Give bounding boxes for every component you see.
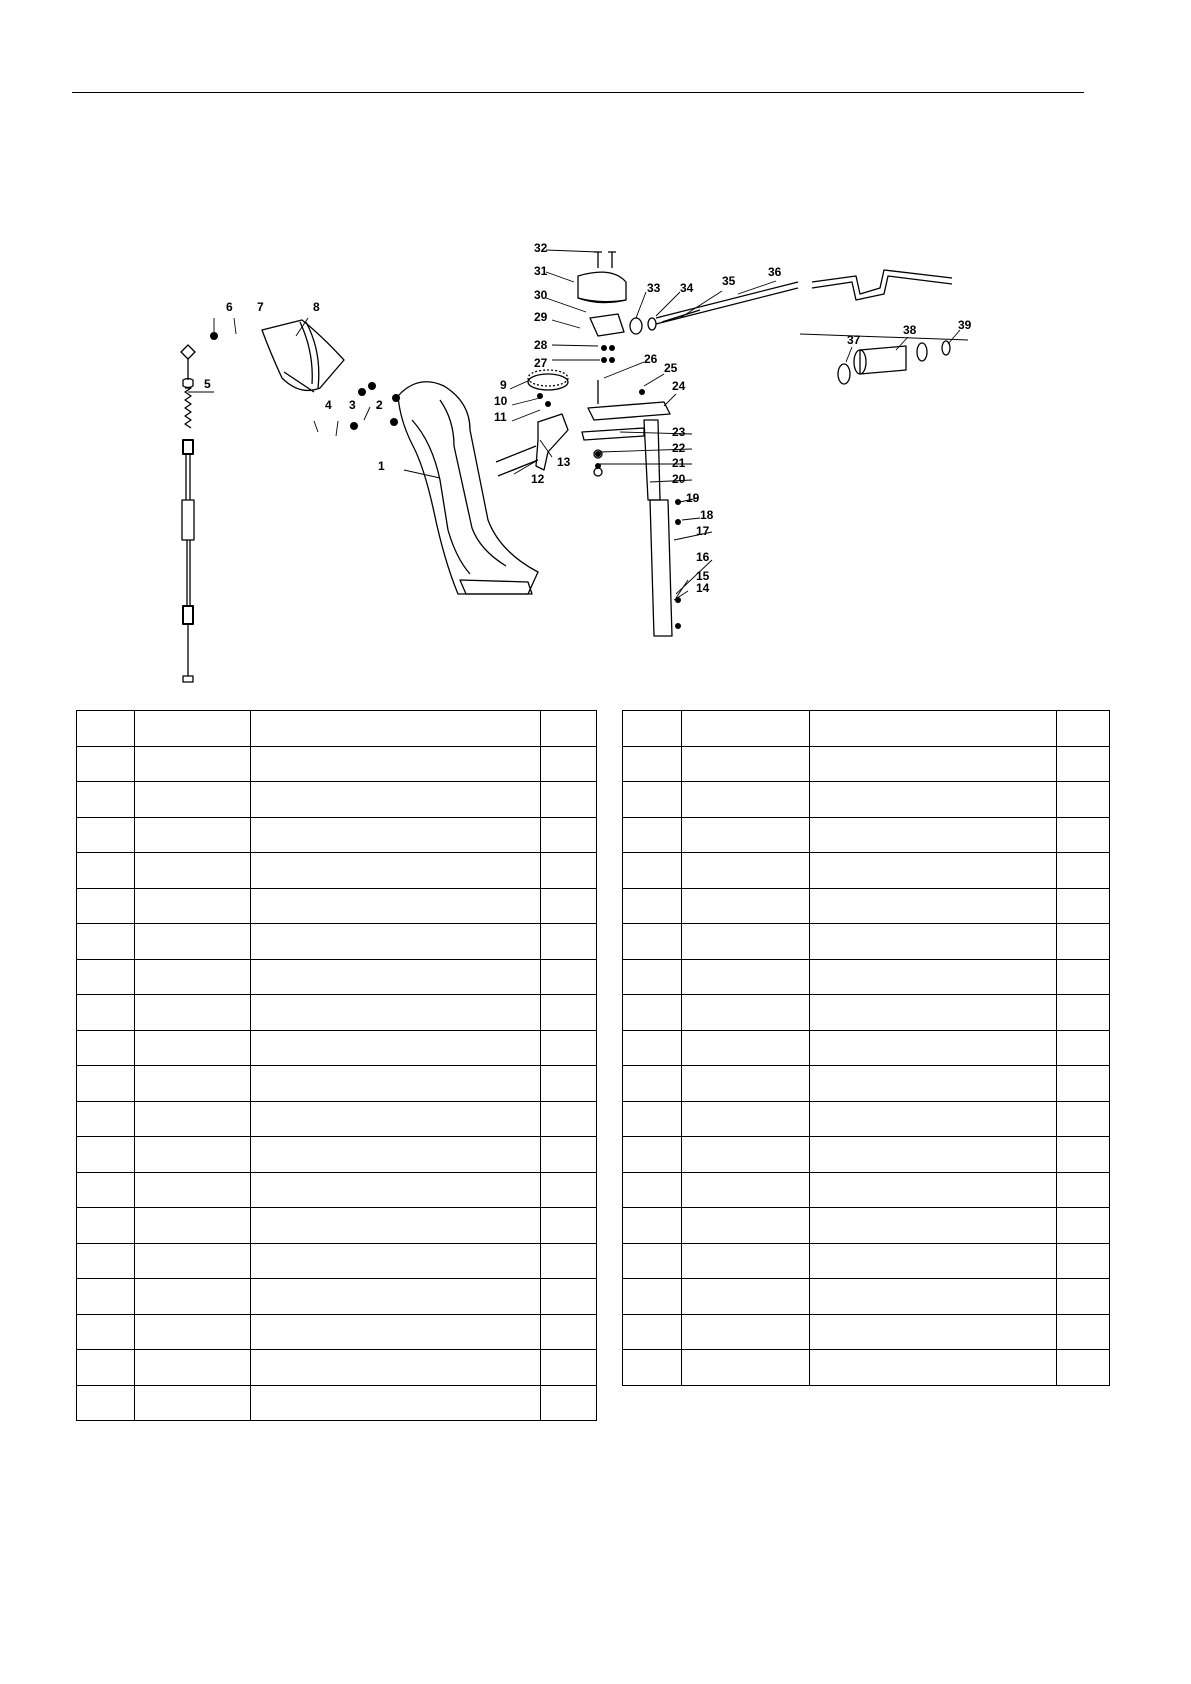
table-cell	[1057, 1137, 1110, 1173]
table-row	[77, 746, 597, 782]
table-cell	[809, 1137, 1056, 1173]
table-cell	[1057, 995, 1110, 1031]
table-cell	[134, 817, 250, 853]
table-cell	[250, 1030, 540, 1066]
table-row	[623, 711, 1110, 747]
lever-drawing	[582, 380, 672, 636]
table-row	[623, 1279, 1110, 1315]
table-cell	[541, 888, 597, 924]
callout-12: 12	[531, 472, 545, 486]
callout-23: 23	[672, 425, 686, 439]
table-cell	[250, 817, 540, 853]
callout-18: 18	[700, 508, 714, 522]
callout-27: 27	[534, 356, 548, 370]
table-cell	[1057, 746, 1110, 782]
table-cell	[681, 1314, 809, 1350]
callout-29: 29	[534, 310, 548, 324]
table-cell	[77, 782, 135, 818]
table-row	[77, 1279, 597, 1315]
table-cell	[809, 888, 1056, 924]
table-cell	[134, 782, 250, 818]
crank-rod-drawing	[656, 270, 952, 324]
table-cell	[541, 1279, 597, 1315]
parts-table-right-body	[623, 711, 1110, 1386]
table-cell	[1057, 1066, 1110, 1102]
table-cell	[77, 1172, 135, 1208]
table-cell	[250, 995, 540, 1031]
table-cell	[250, 853, 540, 889]
table-cell	[681, 888, 809, 924]
callout-13: 13	[557, 455, 571, 469]
table-cell	[681, 1137, 809, 1173]
callout-15: 15	[696, 569, 710, 583]
table-cell	[681, 1243, 809, 1279]
table-cell	[623, 782, 682, 818]
table-cell	[1057, 1279, 1110, 1315]
callout-16: 16	[696, 550, 710, 564]
table-cell	[681, 1350, 809, 1386]
table-row	[623, 924, 1110, 960]
table-cell	[1057, 1030, 1110, 1066]
table-cell	[134, 995, 250, 1031]
table-cell	[250, 782, 540, 818]
table-cell	[1057, 711, 1110, 747]
table-cell	[623, 1137, 682, 1173]
callout-24: 24	[672, 379, 686, 393]
callout-1: 1	[378, 459, 385, 473]
table-cell	[541, 959, 597, 995]
callout-17: 17	[696, 524, 710, 538]
table-cell	[809, 782, 1056, 818]
table-cell	[1057, 1208, 1110, 1244]
table-cell	[809, 995, 1056, 1031]
table-cell	[681, 817, 809, 853]
callout-2: 2	[376, 398, 383, 412]
table-cell	[250, 1385, 540, 1421]
table-cell	[134, 1279, 250, 1315]
table-cell	[250, 959, 540, 995]
table-cell	[1057, 1314, 1110, 1350]
table-cell	[681, 1172, 809, 1208]
table-cell	[623, 817, 682, 853]
callout-10: 10	[494, 394, 508, 408]
table-row	[77, 711, 597, 747]
table-cell	[623, 888, 682, 924]
table-cell	[541, 1243, 597, 1279]
table-row	[623, 888, 1110, 924]
callout-6: 6	[226, 300, 233, 314]
table-row	[623, 853, 1110, 889]
table-cell	[1057, 782, 1110, 818]
callout-33: 33	[647, 281, 661, 295]
table-row	[77, 959, 597, 995]
table-cell	[623, 959, 682, 995]
callout-5: 5	[204, 377, 211, 391]
table-cell	[134, 1137, 250, 1173]
table-cell	[541, 1172, 597, 1208]
table-cell	[77, 746, 135, 782]
table-cell	[250, 711, 540, 747]
table-cell	[809, 1314, 1056, 1350]
table-cell	[134, 959, 250, 995]
table-cell	[77, 1314, 135, 1350]
cap-housing-drawing	[578, 252, 626, 336]
table-cell	[623, 995, 682, 1031]
callout-38: 38	[903, 323, 917, 337]
table-row	[623, 1314, 1110, 1350]
table-cell	[541, 924, 597, 960]
callout-32: 32	[534, 241, 548, 255]
table-cell	[541, 746, 597, 782]
table-cell	[134, 888, 250, 924]
table-row	[77, 1208, 597, 1244]
table-cell	[681, 1208, 809, 1244]
table-row	[623, 817, 1110, 853]
callout-31: 31	[534, 264, 548, 278]
table-cell	[1057, 959, 1110, 995]
table-cell	[134, 1385, 250, 1421]
table-cell	[250, 1314, 540, 1350]
table-cell	[809, 1279, 1056, 1315]
table-row	[77, 888, 597, 924]
callout-21: 21	[672, 456, 686, 470]
table-row	[623, 1030, 1110, 1066]
table-cell	[250, 1243, 540, 1279]
table-row	[77, 995, 597, 1031]
table-cell	[623, 746, 682, 782]
table-row	[623, 746, 1110, 782]
table-cell	[134, 853, 250, 889]
callout-34: 34	[680, 281, 694, 295]
table-cell	[541, 711, 597, 747]
table-row	[77, 817, 597, 853]
table-cell	[809, 711, 1056, 747]
table-cell	[681, 995, 809, 1031]
table-cell	[541, 1350, 597, 1386]
table-cell	[250, 1172, 540, 1208]
table-cell	[1057, 1101, 1110, 1137]
table-row	[623, 1066, 1110, 1102]
table-cell	[250, 888, 540, 924]
callout-leaders	[188, 250, 960, 600]
table-row	[623, 959, 1110, 995]
table-cell	[623, 853, 682, 889]
table-cell	[623, 1172, 682, 1208]
table-cell	[1057, 1350, 1110, 1386]
table-cell	[77, 888, 135, 924]
callout-39: 39	[958, 318, 972, 332]
table-cell	[809, 817, 1056, 853]
table-cell	[250, 1066, 540, 1102]
table-cell	[541, 817, 597, 853]
table-cell	[134, 1172, 250, 1208]
table-cell	[541, 853, 597, 889]
table-row	[77, 1172, 597, 1208]
callout-28: 28	[534, 338, 548, 352]
table-cell	[77, 959, 135, 995]
table-cell	[250, 1101, 540, 1137]
table-row	[77, 853, 597, 889]
table-row	[77, 924, 597, 960]
table-row	[623, 995, 1110, 1031]
table-cell	[623, 1314, 682, 1350]
table-cell	[77, 1279, 135, 1315]
table-cell	[541, 995, 597, 1031]
exploded-parts-diagram	[0, 0, 1191, 700]
callout-35: 35	[722, 274, 736, 288]
table-cell	[809, 746, 1056, 782]
table-cell	[134, 746, 250, 782]
table-cell	[77, 1208, 135, 1244]
table-cell	[541, 1030, 597, 1066]
callout-11: 11	[494, 410, 507, 424]
callout-30: 30	[534, 288, 548, 302]
table-cell	[809, 1172, 1056, 1208]
table-cell	[134, 1030, 250, 1066]
table-cell	[1057, 1243, 1110, 1279]
table-cell	[1057, 853, 1110, 889]
table-cell	[250, 1137, 540, 1173]
table-cell	[250, 1350, 540, 1386]
callout-19: 19	[686, 491, 700, 505]
table-cell	[681, 746, 809, 782]
callout-22: 22	[672, 441, 686, 455]
table-cell	[1057, 888, 1110, 924]
table-row	[623, 1137, 1110, 1173]
table-cell	[541, 1385, 597, 1421]
table-cell	[623, 1030, 682, 1066]
table-cell	[134, 711, 250, 747]
callout-14: 14	[696, 581, 710, 595]
table-row	[77, 1314, 597, 1350]
control-cable-drawing	[181, 345, 195, 682]
table-row	[623, 1350, 1110, 1386]
table-cell	[623, 711, 682, 747]
table-cell	[134, 1101, 250, 1137]
table-cell	[77, 1385, 135, 1421]
callout-7: 7	[257, 300, 264, 314]
table-cell	[681, 853, 809, 889]
table-cell	[77, 853, 135, 889]
table-row	[623, 1208, 1110, 1244]
callout-37: 37	[847, 333, 861, 347]
table-cell	[134, 1208, 250, 1244]
chute-drawing	[398, 382, 538, 594]
table-row	[623, 782, 1110, 818]
table-cell	[541, 1208, 597, 1244]
table-cell	[681, 1101, 809, 1137]
table-cell	[809, 1243, 1056, 1279]
table-cell	[77, 924, 135, 960]
table-row	[77, 1385, 597, 1421]
table-row	[77, 1101, 597, 1137]
table-cell	[809, 853, 1056, 889]
table-cell	[541, 782, 597, 818]
callout-25: 25	[664, 361, 678, 375]
callout-9: 9	[500, 378, 507, 392]
table-cell	[77, 1243, 135, 1279]
table-cell	[623, 1243, 682, 1279]
roller-assembly-drawing	[800, 334, 968, 384]
table-row	[77, 1137, 597, 1173]
table-row	[623, 1243, 1110, 1279]
table-cell	[809, 1030, 1056, 1066]
table-cell	[1057, 924, 1110, 960]
table-row	[623, 1172, 1110, 1208]
table-cell	[250, 1208, 540, 1244]
table-cell	[623, 1066, 682, 1102]
table-cell	[77, 1066, 135, 1102]
table-row	[77, 782, 597, 818]
parts-table-left	[76, 710, 597, 1421]
table-cell	[541, 1101, 597, 1137]
table-cell	[681, 959, 809, 995]
table-cell	[77, 1101, 135, 1137]
callout-3: 3	[349, 398, 356, 412]
table-cell	[541, 1314, 597, 1350]
callout-4: 4	[325, 398, 332, 412]
table-cell	[681, 1279, 809, 1315]
table-cell	[809, 924, 1056, 960]
table-cell	[681, 782, 809, 818]
gear-drawing	[528, 370, 568, 390]
table-cell	[681, 924, 809, 960]
deflector-drawing	[262, 320, 344, 392]
table-cell	[77, 817, 135, 853]
table-cell	[77, 995, 135, 1031]
table-cell	[134, 1066, 250, 1102]
table-cell	[623, 924, 682, 960]
callout-20: 20	[672, 472, 686, 486]
parts-table-left-body	[77, 711, 597, 1421]
table-row	[77, 1350, 597, 1386]
table-cell	[250, 924, 540, 960]
table-cell	[134, 1350, 250, 1386]
table-cell	[623, 1101, 682, 1137]
table-cell	[681, 1066, 809, 1102]
table-cell	[77, 1030, 135, 1066]
table-cell	[134, 924, 250, 960]
table-cell	[541, 1066, 597, 1102]
table-cell	[250, 1279, 540, 1315]
table-row	[77, 1243, 597, 1279]
table-cell	[1057, 817, 1110, 853]
table-cell	[623, 1279, 682, 1315]
callout-36: 36	[768, 265, 782, 279]
table-cell	[541, 1137, 597, 1173]
table-row	[77, 1030, 597, 1066]
table-cell	[809, 1101, 1056, 1137]
table-cell	[809, 1066, 1056, 1102]
table-cell	[77, 1350, 135, 1386]
table-cell	[250, 746, 540, 782]
callout-26: 26	[644, 352, 658, 366]
table-cell	[623, 1208, 682, 1244]
table-row	[623, 1101, 1110, 1137]
table-cell	[809, 1350, 1056, 1386]
table-cell	[77, 711, 135, 747]
table-cell	[134, 1243, 250, 1279]
table-cell	[681, 1030, 809, 1066]
table-cell	[681, 711, 809, 747]
table-cell	[1057, 1172, 1110, 1208]
table-cell	[809, 959, 1056, 995]
table-row	[77, 1066, 597, 1102]
callout-labels	[204, 241, 972, 595]
table-cell	[809, 1208, 1056, 1244]
table-cell	[134, 1314, 250, 1350]
callout-8: 8	[313, 300, 320, 314]
table-cell	[77, 1137, 135, 1173]
parts-table-right	[622, 710, 1110, 1386]
table-cell	[623, 1350, 682, 1386]
